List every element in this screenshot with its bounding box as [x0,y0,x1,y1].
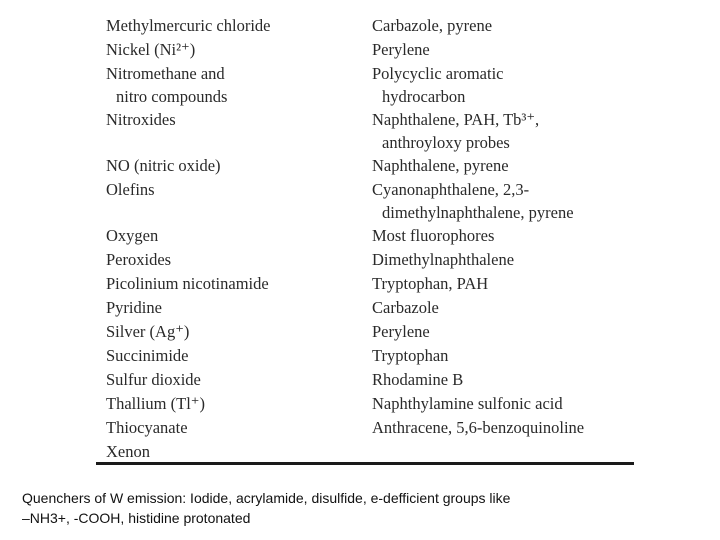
table-row [106,62,636,86]
fluorophore-name-continuation: hydrocarbon [382,87,466,106]
table-row [106,272,636,296]
table-row [106,320,636,344]
table-bottom-rule [96,462,634,465]
fluorophore-name: Tryptophan, PAH [372,274,489,293]
quencher-name: Pyridine [106,298,162,317]
caption [22,488,702,528]
fluorophore-name: Polycyclic aromatic [372,64,504,83]
quencher-name: Silver (Ag⁺) [106,322,190,341]
fluorophore-name: Dimethylnaphthalene [372,250,515,269]
quencher-name-continuation: nitro compounds [116,87,228,106]
fluorophore-name: Perylene [372,322,430,341]
quencher-name: Nitromethane and [106,64,225,83]
table-row [106,178,636,202]
table-row [106,86,636,108]
fluorophore-name: Tryptophan [372,346,449,365]
quencher-name: Sulfur dioxide [106,370,201,389]
quencher-name: Nitroxides [106,110,176,129]
table-row [106,296,636,320]
fluorophore-name: Carbazole [372,298,439,317]
table-row [106,248,636,272]
table-row [106,368,636,392]
table-row [106,224,636,248]
quencher-name: Nickel (Ni²⁺) [106,40,196,59]
table-row [106,108,636,132]
quencher-name: Olefins [106,180,155,199]
quencher-name: Xenon [106,442,150,461]
table-row [106,392,636,416]
quencher-name: Picolinium nicotinamide [106,274,269,293]
fluorophore-name: Perylene [372,40,430,59]
fluorophore-name: Anthracene, 5,6-benzoquinoline [372,418,585,437]
table-row [106,202,636,224]
table-row [106,14,636,38]
caption-line-2: –NH3+, -COOH, histidine protonated [22,510,251,526]
quencher-name: Peroxides [106,250,172,269]
caption-line-1: Quenchers of W emission: Iodide, acrylamide, disulfide, e-defficient groups like [22,490,511,506]
fluorophore-name-continuation: anthroyloxy probes [382,133,510,152]
table-row [106,154,636,178]
quencher-name: Thiocyanate [106,418,188,437]
quencher-name: Oxygen [106,226,159,245]
fluorophore-name-continuation: dimethylnaphthalene, pyrene [382,203,574,222]
fluorophore-name: Carbazole, pyrene [372,16,493,35]
table-row [106,38,636,62]
quencher-name: Thallium (Tl⁺) [106,394,205,413]
table-row [106,132,636,154]
fluorophore-name: Naphthalene, PAH, Tb³⁺, [372,110,540,129]
fluorophore-name: Cyanonaphthalene, 2,3- [372,180,530,199]
quencher-name: Succinimide [106,346,189,365]
table-row [106,440,636,464]
quencher-name: Methylmercuric chloride [106,16,271,35]
table-row [106,416,636,440]
table-row [106,344,636,368]
fluorophore-name: Naphthylamine sulfonic acid [372,394,563,413]
quencher-name: NO (nitric oxide) [106,156,221,175]
fluorophore-name: Most fluorophores [372,226,495,245]
quenchers-table [106,14,636,464]
fluorophore-name: Naphthalene, pyrene [372,156,509,175]
fluorophore-name: Rhodamine B [372,370,464,389]
